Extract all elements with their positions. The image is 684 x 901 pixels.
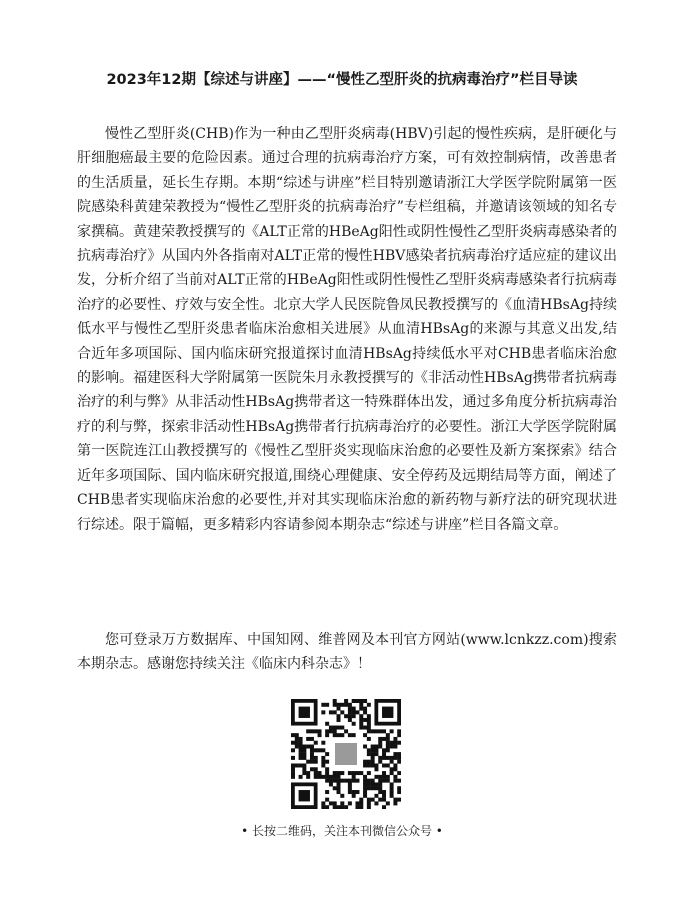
qr-caption: • 长按二维码，关注本刊微信公众号 • (241, 824, 443, 838)
qr-module (382, 771, 386, 775)
qr-module (393, 779, 397, 783)
qr-module (333, 699, 337, 703)
qr-module (367, 801, 371, 805)
qr-module (340, 771, 344, 775)
qr-module (382, 775, 386, 779)
qr-module (390, 729, 394, 733)
qr-module (378, 786, 382, 790)
qr-module (386, 756, 390, 760)
qr-module (337, 707, 341, 711)
qr-module (367, 748, 371, 752)
qr-module (371, 748, 375, 752)
qr-module (325, 798, 329, 802)
qr-module (348, 782, 352, 786)
qr-module (367, 771, 371, 775)
qr-module (355, 771, 359, 775)
qr-module (337, 726, 341, 730)
qr-module (314, 771, 318, 775)
qr-module (333, 779, 337, 783)
qr-module (306, 729, 310, 733)
qr-module (393, 763, 397, 767)
qr-module (348, 786, 352, 790)
qr-module (378, 798, 382, 802)
qr-module (333, 786, 337, 790)
qr-module (333, 801, 337, 805)
qr-module (386, 763, 390, 767)
qr-module (382, 805, 386, 809)
qr-module (390, 741, 394, 745)
intro-paragraph: 慢性乙型肝炎(CHB)作为一种由乙型肝炎病毒(HBV)引起的慢性疾病，是肝硬化与肝细胞癌最主要的危险因素。通过合理的抗病毒治疗方案，可有效控制病情，改善患者的生活质量，延长生存期。本期“综述与讲座”栏目特别邀请浙江大学医学院附属第一医院感染科黄建荣教授为“慢性乙型肝炎的抗病毒治疗”专栏组稿，并邀请该领域的知名专家撰稿。黄建荣教授撰写的《ALT正常的HBeAg阳性或阴性慢性乙型肝炎病毒感染者的抗病毒治疗》从国内外各指南对ALT正常的慢性HBV感染者抗病毒治疗适应症的建议出发，分析介绍了当前对ALT正常的HBeAg阳性或阴性慢性乙型肝炎病毒感染者行抗病毒治疗的必要性、疗效与安全性。北京大学人民医院鲁凤民教授撰写的《血清HBsAg持续低水平与慢性乙型肝炎患者临床治愈相关进展》从血清HBsAg的来源与其意义出发,结合近年多项国际、国内临床研究报道探讨血清HBsAg持续低水平对CHB患者临床治愈的影响。福建医科大学附属第一医院朱月永教授撰写的《非活动性HBsAg携带者抗病毒治疗的利与弊》从非活动性HBsAg携带者这一特殊群体出发，通过多角度分析抗病毒治疗的利与弊，探索非活动性HBsAg携带者行抗病毒治疗的必要性。浙江大学医学院附属第一医院连江山教授撰写的《慢性乙型肝炎实现临床治愈的必要性及新方案探索》结合近年多项国际、国内临床研究报道,围绕心理健康、安全停药及远期结局等方面，阐述了CHB患者实现临床治愈的必要性,并对其实现临床治愈的新药物与新疗法的研究现状进行综述。限于篇幅，更多精彩内容请参阅本期杂志“综述与讲座”栏目各篇文章。 (77, 126, 617, 533)
qr-module (291, 741, 295, 745)
qr-module (329, 782, 333, 786)
qr-module (321, 710, 325, 714)
qr-module (393, 801, 397, 805)
qr-module (363, 718, 367, 722)
qr-module (302, 748, 306, 752)
qr-module (310, 745, 314, 749)
qr-module (329, 779, 333, 783)
qr-module (291, 775, 295, 779)
qr-module (359, 798, 363, 802)
qr-module (340, 805, 344, 809)
qr-module (337, 714, 341, 718)
qr-module (397, 733, 401, 737)
qr-module (310, 760, 314, 764)
qr-module (386, 745, 390, 749)
qr-module (397, 756, 401, 760)
qr-module (344, 699, 348, 703)
qr-module (378, 737, 382, 741)
qr-module (367, 782, 371, 786)
qr-module (397, 760, 401, 764)
qr-module (340, 703, 344, 707)
qr-module (337, 786, 341, 790)
qr-module (386, 775, 390, 779)
qr-code-image (291, 699, 401, 809)
qr-module (355, 710, 359, 714)
qr-module (310, 729, 314, 733)
qr-module (321, 703, 325, 707)
qr-module (371, 798, 375, 802)
qr-module (295, 733, 299, 737)
qr-module (382, 794, 386, 798)
qr-logo (335, 743, 357, 765)
qr-module (306, 737, 310, 741)
qr-module (348, 710, 352, 714)
qr-module (340, 794, 344, 798)
qr-module (382, 763, 386, 767)
qr-module (348, 790, 352, 794)
qr-module (337, 790, 341, 794)
qr-module (363, 726, 367, 730)
qr-module (321, 756, 325, 760)
qr-module (359, 718, 363, 722)
qr-module (371, 786, 375, 790)
qr-module (352, 775, 356, 779)
qr-module (367, 703, 371, 707)
qr-module (321, 805, 325, 809)
qr-module (337, 805, 341, 809)
qr-module (325, 703, 329, 707)
qr-module (318, 748, 322, 752)
qr-module (359, 703, 363, 707)
qr-module (348, 718, 352, 722)
qr-module (397, 752, 401, 756)
qr-module (386, 741, 390, 745)
qr-module (390, 790, 394, 794)
qr-module (382, 756, 386, 760)
qr-module (367, 760, 371, 764)
qr-module (367, 752, 371, 756)
qr-module (363, 707, 367, 711)
qr-module (337, 718, 341, 722)
qr-module (359, 707, 363, 711)
qr-module (355, 779, 359, 783)
qr-module (390, 760, 394, 764)
qr-module (363, 786, 367, 790)
qr-module (302, 745, 306, 749)
qr-module (306, 771, 310, 775)
qr-module (359, 722, 363, 726)
qr-module (329, 710, 333, 714)
qr-module (333, 775, 337, 779)
qr-module (325, 729, 329, 733)
qr-module (378, 760, 382, 764)
qr-module (299, 741, 303, 745)
qr-module (397, 729, 401, 733)
qr-module (367, 805, 371, 809)
qr-module (367, 714, 371, 718)
qr-module (306, 775, 310, 779)
qr-module (310, 767, 314, 771)
qr-module (314, 760, 318, 764)
qr-module (314, 748, 318, 752)
qr-module (382, 752, 386, 756)
qr-module (333, 703, 337, 707)
qr-module (390, 782, 394, 786)
qr-module (340, 710, 344, 714)
qr-module (295, 737, 299, 741)
qr-module (378, 779, 382, 783)
qr-module (318, 729, 322, 733)
qr-module (378, 756, 382, 760)
qr-module (325, 805, 329, 809)
qr-module (371, 779, 375, 783)
qr-module (325, 767, 329, 771)
qr-module (382, 737, 386, 741)
qr-finder-inner (299, 790, 310, 801)
qr-module (329, 726, 333, 730)
qr-module (299, 775, 303, 779)
qr-module (374, 745, 378, 749)
qr-module (390, 756, 394, 760)
qr-module (367, 779, 371, 783)
qr-module (299, 756, 303, 760)
qr-module (344, 805, 348, 809)
qr-module (363, 794, 367, 798)
qr-module (371, 752, 375, 756)
qr-module (393, 767, 397, 771)
qr-module (299, 748, 303, 752)
qr-module (333, 805, 337, 809)
qr-module (321, 775, 325, 779)
qr-module (374, 767, 378, 771)
qr-module (348, 771, 352, 775)
qr-module (355, 801, 359, 805)
qr-module (310, 748, 314, 752)
qr-module (363, 775, 367, 779)
qr-module (291, 748, 295, 752)
qr-module (374, 763, 378, 767)
qr-module (371, 745, 375, 749)
qr-module (363, 699, 367, 703)
qr-module (363, 763, 367, 767)
qr-module (374, 801, 378, 805)
qr-module (378, 729, 382, 733)
qr-module (310, 737, 314, 741)
qr-module (344, 714, 348, 718)
qr-module (348, 707, 352, 711)
qr-module (367, 722, 371, 726)
qr-module (355, 790, 359, 794)
qr-module (359, 805, 363, 809)
qr-module (306, 745, 310, 749)
qr-module (378, 782, 382, 786)
qr-module (352, 722, 356, 726)
qr-module (359, 771, 363, 775)
qr-module (371, 756, 375, 760)
qr-module (359, 699, 363, 703)
qr-module (344, 779, 348, 783)
qr-module (367, 763, 371, 767)
qr-module (393, 775, 397, 779)
qr-module (374, 786, 378, 790)
qr-module (344, 729, 348, 733)
qr-module (348, 801, 352, 805)
qr-module (355, 699, 359, 703)
qr-module (363, 782, 367, 786)
qr-module (374, 794, 378, 798)
qr-module (378, 790, 382, 794)
qr-finder-inner (382, 707, 393, 718)
qr-module (337, 733, 341, 737)
qr-module (363, 779, 367, 783)
qr-module (393, 737, 397, 741)
qr-module (352, 790, 356, 794)
qr-module (325, 775, 329, 779)
qr-module (310, 756, 314, 760)
qr-module (363, 745, 367, 749)
qr-module (390, 767, 394, 771)
qr-module (291, 756, 295, 760)
qr-module (337, 782, 341, 786)
qr-module (306, 760, 310, 764)
qr-module (393, 745, 397, 749)
qr-module (363, 733, 367, 737)
qr-module (337, 771, 341, 775)
qr-module (340, 726, 344, 730)
qr-module (325, 752, 329, 756)
qr-module (314, 767, 318, 771)
qr-module (295, 745, 299, 749)
qr-module (325, 760, 329, 764)
qr-module (340, 801, 344, 805)
qr-module (333, 726, 337, 730)
qr-module (363, 790, 367, 794)
qr-module (344, 703, 348, 707)
qr-module (397, 786, 401, 790)
qr-module (337, 775, 341, 779)
qr-module (333, 710, 337, 714)
qr-module (363, 760, 367, 764)
qr-module (325, 771, 329, 775)
qr-module (299, 745, 303, 749)
qr-module (314, 775, 318, 779)
wechat-qr-code[interactable] (291, 699, 401, 809)
qr-module (333, 771, 337, 775)
access-paragraph: 您可登录万方数据库、中国知网、维普网及本刊官方网站(www.lcnkzz.com)搜索本期杂志。感谢您持续关注《临床内科杂志》！ (77, 632, 617, 673)
qr-module (397, 790, 401, 794)
qr-module (393, 752, 397, 756)
qr-module (382, 779, 386, 783)
qr-module (318, 775, 322, 779)
qr-module (359, 726, 363, 730)
qr-module (371, 729, 375, 733)
qr-module (325, 779, 329, 783)
qr-module (367, 729, 371, 733)
qr-module (329, 729, 333, 733)
qr-module (299, 752, 303, 756)
qr-module (340, 733, 344, 737)
qr-module (302, 756, 306, 760)
qr-module (382, 748, 386, 752)
qr-module (367, 718, 371, 722)
qr-finder-inner (299, 707, 310, 718)
qr-module (393, 798, 397, 802)
qr-module (374, 782, 378, 786)
qr-module (302, 752, 306, 756)
qr-module (310, 752, 314, 756)
qr-module (295, 763, 299, 767)
qr-module (386, 801, 390, 805)
page-title: 2023年12期【综述与讲座】——“慢性乙型肝炎的抗病毒治疗”栏目导读 (106, 72, 578, 88)
qr-module (302, 763, 306, 767)
qr-module (329, 801, 333, 805)
qr-module (348, 714, 352, 718)
qr-module (397, 798, 401, 802)
qr-module (371, 760, 375, 764)
qr-module (340, 779, 344, 783)
qr-module (386, 779, 390, 783)
qr-module (367, 726, 371, 730)
qr-module (333, 733, 337, 737)
qr-module (352, 699, 356, 703)
qr-module (382, 729, 386, 733)
qr-module (314, 729, 318, 733)
qr-module (371, 782, 375, 786)
qr-module (352, 794, 356, 798)
qr-module (386, 733, 390, 737)
qr-module (291, 767, 295, 771)
qr-module (321, 801, 325, 805)
qr-module (393, 741, 397, 745)
qr-module (318, 733, 322, 737)
qr-module (314, 741, 318, 745)
qr-module (378, 775, 382, 779)
qr-module (352, 710, 356, 714)
qr-module (378, 741, 382, 745)
qr-module (382, 790, 386, 794)
qr-module (386, 748, 390, 752)
qr-module (352, 779, 356, 783)
qr-module (393, 756, 397, 760)
qr-module (374, 775, 378, 779)
qr-module (367, 798, 371, 802)
qr-module (382, 798, 386, 802)
qr-module (348, 703, 352, 707)
qr-module (397, 771, 401, 775)
qr-module (352, 707, 356, 711)
qr-module (359, 714, 363, 718)
qr-module (302, 767, 306, 771)
qr-module (348, 779, 352, 783)
qr-module (291, 763, 295, 767)
qr-module (352, 714, 356, 718)
qr-module (378, 745, 382, 749)
qr-module (367, 786, 371, 790)
qr-module (337, 779, 341, 783)
qr-module (352, 771, 356, 775)
qr-module (295, 741, 299, 745)
qr-module (397, 741, 401, 745)
qr-module (291, 771, 295, 775)
qr-module (291, 733, 295, 737)
qr-module (325, 733, 329, 737)
qr-module (363, 710, 367, 714)
qr-module (299, 737, 303, 741)
qr-module (390, 794, 394, 798)
qr-module (325, 722, 329, 726)
qr-module (386, 737, 390, 741)
qr-module (374, 729, 378, 733)
qr-module (333, 729, 337, 733)
qr-module (321, 760, 325, 764)
qr-module (390, 745, 394, 749)
qr-module (397, 779, 401, 783)
qr-module (348, 733, 352, 737)
qr-module (359, 801, 363, 805)
qr-module (321, 763, 325, 767)
qr-module (390, 771, 394, 775)
qr-module (352, 733, 356, 737)
qr-module (321, 748, 325, 752)
qr-module (329, 775, 333, 779)
qr-module (318, 771, 322, 775)
qr-module (367, 737, 371, 741)
qr-module (374, 752, 378, 756)
qr-module (374, 748, 378, 752)
qr-module (299, 763, 303, 767)
qr-module (390, 786, 394, 790)
qr-module (314, 756, 318, 760)
qr-module (371, 763, 375, 767)
qr-module (302, 771, 306, 775)
qr-module (321, 741, 325, 745)
qr-module (325, 790, 329, 794)
qr-module (337, 703, 341, 707)
qr-module (355, 805, 359, 809)
